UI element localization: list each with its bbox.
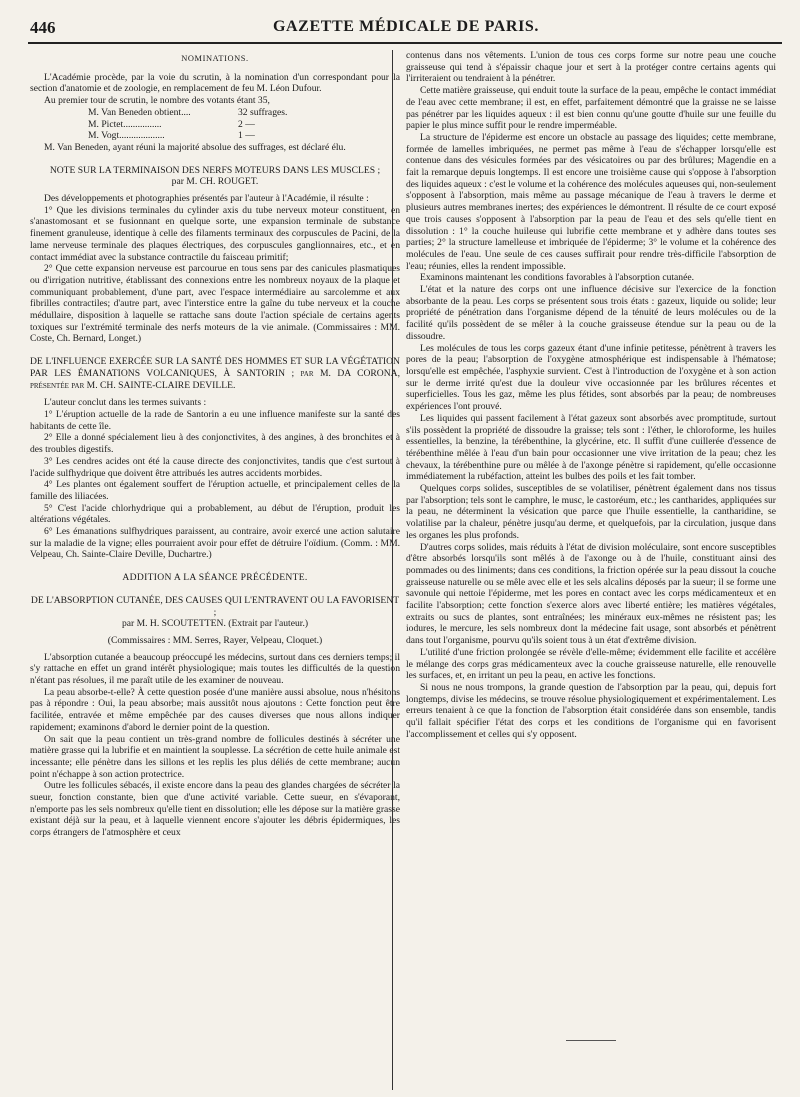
vote-name: M. Vogt...................	[88, 130, 165, 142]
nominations-heading: NOMINATIONS.	[181, 54, 249, 63]
note-point: 2° Que cette expansion nerveuse est parcourue en tous sens par des canicules plasmatiques ou d'irrigation nutritive, établissant des connexions entre les nombreux noyaux de la plaque et communiquant probablement, d'une part, avec l'espace intermédiaire au sarcolemme et aux fibrilles contractiles; d'autre part, avec l'interstice entre la gaîne du tube nerveux et la couche médullaire, disposition à laquelle se rattache sans doute l'action spéciale de certains agents toxiques sur l'extrémité terminale des nerfs moteurs de la vie animale. (Commissaires : MM. Coste, Ch. Bernard, Longet.)	[30, 263, 400, 345]
left-column	[30, 50, 400, 1090]
vote-name: M. Pictet................	[88, 118, 162, 130]
right-paragraph: Quelques corps solides, susceptibles de se volatiliser, pénètrent également dans nos tissus par l'absorption; tels sont le camphre, le musc, le castoréum, etc.; les cantharides, appliquées sur la peau, ne déterminent la vésication que parce que l'huile essentielle, la cantharidine, se volatilise par la chaleur, pénètre jusqu'au derme, et quelquefois, par la circulation, jusque dans les organes les plus profonds.	[406, 483, 776, 541]
right-paragraph: D'autres corps solides, mais réduits à l'état de division moléculaire, sont encore susceptibles d'être absorbés lorsqu'ils sont mêlés à de l'axonge ou à de l'huile, constituant ainsi des pommades ou des liniments; dans ces conditions, la friction opérée sur la peau dissout la couche graisseuse naturelle ou se mêle avec elle et les sels alcalins déposés par la sueur; il se forme une savonule qui nettoie l'épiderme, met les pores en contact avec les corps médicamenteux et en facilite l'absorption; cette fonction s'exerce alors avec liberté entière; les matières végétales, extraits ou sucs de plantes, sont entraînées; les minéraux eux-mêmes ne résistent pas; les iodures, le mercure, les sels nombreux dont la médecine fait usage, sont absorbés et pénètrent dans tout l'organisme, pourvu qu'ils soient tous à un état d'extrême division.	[406, 541, 776, 647]
right-paragraph: L'état et la nature des corps ont une influence décisive sur l'exercice de la fonction absorbante de la peau. Les corps se présentent sous trois états : gazeux, liquide ou solide; leur propriété de pénétration dans l'organisme dépend de la ténuité de leurs molécules ou de la facilité qu'ils possèdent de se mêler à la couche graisseuse étendue sur la peau ou de la dissoudre.	[406, 284, 776, 342]
closing-rule	[566, 1040, 616, 1041]
vote-row	[88, 119, 318, 131]
note-title: NOTE SUR LA TERMINAISON DES NERFS MOTEURS DANS LES MUSCLES ;	[49, 164, 381, 176]
vote-count: 32 suffrages.	[238, 106, 288, 118]
note-intro: Des développements et photographies présentés par l'auteur à l'Académie, il résulte :	[44, 193, 369, 205]
right-paragraph: Si nous ne nous trompons, la grande question de l'absorption par la peau, qui, depuis fort longtemps, divise les médecins, se trouve résolue physiologiquement et expérimentalement. Les erreurs tenaient à ce que la fonction de l'absorption était considérée dans son ensemble, tandis qu'il fallait spécifier l'état des corps et les conditions de l'organisme qui en favorisent l'accomplissement et celles qui s'y opposent.	[406, 681, 776, 740]
vote-count: 2 —	[238, 118, 255, 130]
first-round: Au premier tour de scrutin, le nombre des votants étant 35,	[44, 95, 270, 107]
absorption-author: par M. H. SCOUTETTEN. (Extrait par l'auteur.)	[121, 618, 309, 630]
header-rule	[28, 42, 782, 44]
absorption-paragraph: On sait que la peau contient un très-grand nombre de follicules destinés à sécréter une matière grasse qui la lubrifie et en maintient la souplesse. La sécrétion de cette huile animale est incessante; elle pénètre dans les sillons et les replis les plus déliés de cette membrane; aucun point n'échappe à son action protectrice.	[30, 733, 400, 780]
right-paragraph: La structure de l'épiderme est encore un obstacle au passage des liquides; cette membrane, formée de lamelles imbriquées, ne permet pas même à l'eau de s'échapper lorsqu'elle est contenue dans des vésicules formées par des vésicatoires ou par des brûlures; Magendie en a fait la remarque depuis longtemps. Il est encore une troisième cause qui s'oppose à l'absorption des liquides aqueux : c'est le volume et la cohérence des molécules aqueuses qui, non-seulement s'opposent à l'absorption, mais même au passage mécanique de l'eau à travers le derme et plusieurs autres membranes inertes; des expériences le démontrent. Il résulte de ce court exposé que trois causes s'opposent à l'absorption par la peau de l'eau et des sels qu'elle tient en dissolution : 1° la couche huileuse qui lubrifie cette membrane et y adhère dans toutes ses parties; 2° la structure lamelleuse et imbriquée de l'épiderme; 3° le volume et la cohérence des molécules de l'eau. Une seule de ces causes suffirait pour rendre très-difficile l'absorption de l'eau; réunies, elles la rendent impossible.	[406, 131, 776, 272]
right-paragraph: Les liquides qui passent facilement à l'état gazeux sont absorbés avec promptitude, surtout s'ils possèdent la propriété de dissoudre la graisse; tels sont : l'éther, le chloroforme, les huiles essentielles, la benzine, la térébenthine, la glycérine, etc. Il suffit d'une cuillerée d'essence de térébenthine mêlée à l'eau d'un bain pour occasionner une vive irritation de la peau; chez les chevaux, la térébenthine pure ou mêlée à de l'axonge pénètre si rapidement, qu'elle occasionne immédiatement la rubéfaction, atteint les bulbes des poils et les fait tomber.	[406, 412, 776, 483]
right-paragraph: Examinons maintenant les conditions favorables à l'absorption cutanée.	[420, 272, 695, 284]
election-result: M. Van Beneden, ayant réuni la majorité absolue des suffrages, est déclaré élu.	[44, 141, 346, 153]
influence-point: 3° Les cendres acides ont été la cause directe des conjonctivites, tandis que c'est surtout à l'acide sulfhydrique que doivent être attribués les autres accidents morbides.	[30, 455, 400, 479]
influence-title: DE L'INFLUENCE EXERCÉE SUR LA SANTÉ DES HOMMES ET SUR LA VÉGÉTATION PAR LES ÉMANATIONS VOLCANIQUES, À SANTORIN ; par M. DA CORONA, présentée par M. CH. SAINTE-CLAIRE DEVILLE.	[30, 356, 400, 391]
page-number: 446	[30, 18, 56, 37]
right-column	[406, 50, 776, 1090]
right-paragraph: contenus dans nos vêtements. L'union de tous ces corps forme sur notre peau une couche graisseuse qui tend à s'épaissir chaque jour et sert à la protéger contre certains agents qui l'irriteraient ou tendraient à la pénétrer.	[406, 50, 776, 85]
influence-point: 1° L'éruption actuelle de la rade de Santorin a eu une influence manifeste sur la santé des habitants de cette île.	[30, 408, 400, 432]
vote-row	[88, 107, 318, 119]
note-author: par M. CH. ROUGET.	[171, 176, 259, 188]
vote-count: 1 —	[238, 130, 255, 142]
nominations-intro: L'Académie procède, par la voie du scrutin, à la nomination d'un correspondant pour la section d'anatomie et de zoologie, en remplacement de feu M. Léon Dufour.	[30, 71, 400, 95]
absorption-paragraph: La peau absorbe-t-elle? À cette question posée d'une manière aussi absolue, nous n'hésitons pas à répondre : Oui, la peau absorbe; mais aussitôt nous ajoutons : Cette fonction peut être facilitée, entravée et même empêchée par des causes diverses que nous allons indiquer rapidement; examinons d'abord le dernier point de la question.	[30, 686, 400, 733]
vote-row	[88, 130, 318, 142]
addition-heading: ADDITION A LA SÉANCE PRÉCÉDENTE.	[122, 572, 308, 584]
influence-point: 2° Elle a donné spécialement lieu à des conjonctivites, à des angines, à des bronchites et à des troubles digestifs.	[30, 432, 400, 456]
note-point: 1° Que les divisions terminales du cylinder axis du tube nerveux moteur constituent, en s'anastomosant et se fusionnant en quelque sorte, une expansion terminale de substance finement granuleuse, identique à celle des filaments terminaux des corpuscules de Pacini, de la lame nerveuse terminale des plaques électriques, des corpuscules ganglionnaires, etc., et en contact immédiat avec la substance contractile du faisceau primitif;	[30, 204, 400, 263]
absorption-paragraph: L'absorption cutanée a beaucoup préoccupé les médecins, surtout dans ces derniers temps; il s'y rattache en effet un grand intérêt physiologique; mais toutes les difficultés de la question n'étant pas résolues, il me paraît utile de les examiner de nouveau.	[30, 651, 400, 687]
page-header	[30, 18, 782, 40]
journal-title: GAZETTE MÉDICALE DE PARIS.	[272, 18, 539, 35]
right-paragraph: Les molécules de tous les corps gazeux étant d'une infinie petitesse, pénètrent à travers les pores de la peau; l'absorption de l'oxygène atmosphérique est indispensable à l'hématose; lorsqu'elle est empêchée, l'asphyxie survient. C'est à l'introduction de l'oxygène et à son action sur le derme irrité qu'est due la douleur vive occasionnée par les brûlures récentes et superficielles. Tous les gaz, même les plus fétides, sont absorbés par la peau; de nombreuses expériences l'ont prouvé.	[406, 342, 776, 413]
influence-intro: L'auteur conclut dans les termes suivants :	[44, 397, 207, 409]
vote-name: M. Van Beneden obtient....	[88, 106, 191, 118]
influence-point: 5° C'est l'acide chlorhydrique qui a probablement, au début de l'éruption, produit les altérations végétales.	[30, 502, 400, 526]
influence-point: 4° Les plantes ont également souffert de l'éruption actuelle, et principalement celles de la famille des liliacées.	[30, 479, 400, 502]
absorption-title: DE L'ABSORPTION CUTANÉE, DES CAUSES QUI L'ENTRAVENT OU LA FAVORISENT ;	[30, 594, 400, 618]
absorption-paragraph: Outre les follicules sébacés, il existe encore dans la peau des glandes chargées de sécréter la sueur, fonction constante, bien que d'une activité variable. Cette sueur, en s'évaporant, n'emporte pas les sels nombreux qu'elle tient en dissolution; elle les dépose sur la matière grasse existant déjà sur la peau, et à laquelle viennent encore s'ajouter les débris épidermiques, les corps étrangers de l'atmosphère et ceux	[30, 780, 400, 839]
right-paragraph: Cette matière graisseuse, qui enduit toute la surface de la peau, empêche le contact immédiat de l'eau avec cette membrane; il est, en effet, parfaitement démontré que la graisse ne se laisse pas pénétrer par les liquides aqueux : il est bien connu qu'une goutte d'huile sur une feuille du papier le plus mince suffit pour le rendre imperméable.	[406, 85, 776, 132]
absorption-commissioners: (Commissaires : MM. Serres, Rayer, Velpeau, Cloquet.)	[107, 634, 323, 646]
right-paragraph: L'utilité d'une friction prolongée se révèle d'elle-même; évidemment elle facilite et accélère le mélange des corps gras médicamenteux avec la couche graisseuse naturelle, elle renouvelle les surfaces, et, en irritant un peu la peau, en active les fonctions.	[406, 646, 776, 682]
influence-point: 6° Les émanations sulfhydriques paraissent, au contraire, avoir exercé une action salutaire sur la maladie de la vigne; elles pourraient avoir pour effet de détruire l'oïdium. (Comm. : MM. Velpeau, Ch. Sainte-Claire Deville, Duchartre.)	[30, 526, 400, 561]
